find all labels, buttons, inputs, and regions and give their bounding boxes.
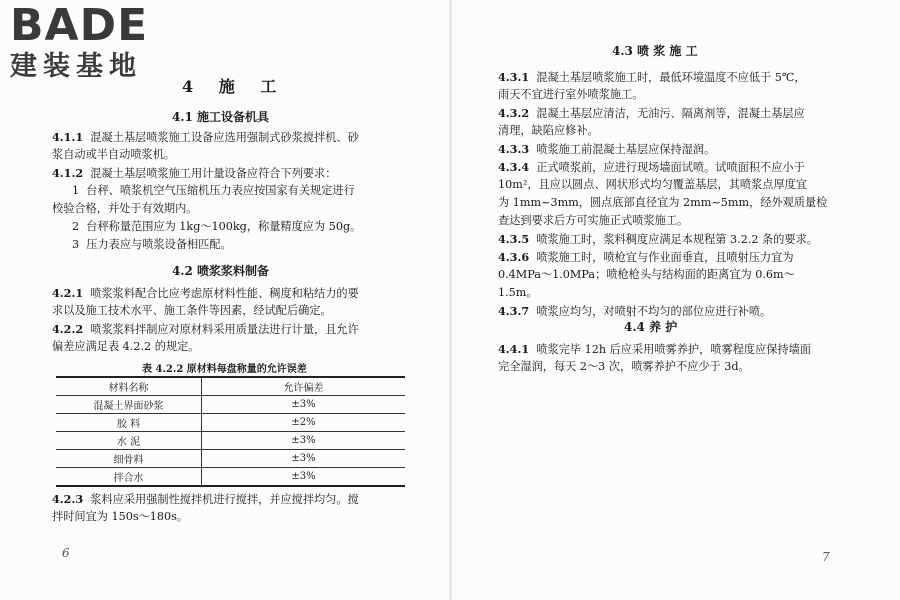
list-item-number: 2 [72, 220, 80, 233]
table-header-row [56, 377, 405, 396]
list-item-line: 校验合格，并处于有效期内。 [52, 202, 198, 215]
table-row [56, 450, 405, 468]
paragraph [498, 230, 818, 249]
section-heading: 4.1 施工设备机具 [172, 110, 270, 124]
table-cell: 水 泥 [56, 432, 202, 450]
clause-number: 4.2.1 [52, 286, 84, 300]
page-number: 7 [822, 550, 830, 564]
section-heading: 4.2 喷浆浆料制备 [172, 264, 270, 278]
paragraph-line: 偏差应满足表 4.2.2 的规定。 [52, 340, 200, 353]
clause-number: 4.3.3 [498, 142, 530, 156]
paragraph-line: 1.5m。 [498, 286, 538, 299]
paragraph-line: 10m²，且应以圆点、网状形式均匀覆盖基层，其喷浆点厚度宜 [498, 178, 808, 191]
clause-text: 喷浆应均匀，对喷射不均匀的部位应进行补喷。 [536, 305, 772, 318]
paragraph-line: 雨天不宜进行室外喷浆施工。 [498, 88, 644, 101]
clause-number: 4.3.6 [498, 250, 530, 264]
paragraph [52, 128, 359, 147]
table-cell: 胶 料 [56, 414, 202, 432]
list-item-text: 台秤称量范围应为 1kg～100kg，称量精度应为 50g。 [86, 220, 362, 233]
clause-text: 喷浆施工前混凝土基层应保持湿润。 [536, 143, 716, 156]
table-row [56, 432, 405, 450]
list-item [72, 236, 232, 254]
list-item-number: 3 [72, 238, 80, 251]
table-cell: 拌合水 [56, 468, 202, 487]
paragraph-line: 浆自动或半自动喷浆机。 [52, 148, 176, 161]
list-item-number: 1 [72, 184, 80, 197]
clause-text: 喷浆完毕 12h 后应采用喷雾养护，喷雾程度应保持墙面 [536, 343, 811, 356]
page-number: 6 [62, 546, 70, 560]
clause-text: 喷浆浆料配合比应考虑原材料性能、稠度和粘结力的要 [90, 287, 359, 300]
section-heading: 4.3 喷 浆 施 工 [612, 44, 698, 58]
paragraph [52, 164, 336, 183]
clause-number: 4.1.2 [52, 166, 84, 180]
table-cell: ±3% [202, 432, 406, 450]
table-cell: 混凝土界面砂浆 [56, 396, 202, 414]
clause-text: 浆料应采用强制性搅拌机进行搅拌，并应搅拌均匀。搅 [90, 493, 359, 506]
right-page [452, 0, 900, 600]
paragraph [498, 158, 805, 177]
column-header: 材料名称 [56, 377, 202, 396]
table-cell: ±3% [202, 468, 406, 487]
tolerance-table [56, 376, 405, 487]
clause-text: 混凝土基层喷浆施工用计量设备应符合下列要求： [90, 167, 337, 180]
column-header: 允许偏差 [202, 377, 406, 396]
list-item [72, 182, 355, 200]
clause-text: 混凝土基层喷浆施工时，最低环境温度不应低于 5℃， [536, 71, 806, 84]
paragraph [498, 104, 805, 123]
list-item-text: 台秤、喷浆机空气压缩机压力表应按国家有关规定进行 [86, 184, 355, 197]
clause-text: 喷浆施工时，浆料稠度应满足本规程第 3.2.2 条的要求。 [536, 233, 818, 246]
paragraph [498, 248, 794, 267]
paragraph [52, 284, 359, 303]
table-cell: 细骨料 [56, 450, 202, 468]
table-row [56, 414, 405, 432]
clause-text: 喷浆施工时，喷枪宜与作业面垂直，且喷射压力宜为 [536, 251, 794, 264]
paragraph [498, 140, 715, 159]
clause-number: 4.3.4 [498, 160, 530, 174]
clause-number: 4.3.2 [498, 106, 530, 120]
table-row [56, 468, 405, 487]
clause-number: 4.3.1 [498, 70, 530, 84]
table-caption: 表 4.2.2 原材料每盘称量的允许误差 [142, 364, 307, 375]
clause-number: 4.1.1 [52, 130, 84, 144]
paragraph-line: 0.4MPa～1.0MPa；喷枪枪头与结构面的距离宜为 0.6m～ [498, 268, 795, 281]
chapter-title: 4 施 工 [182, 77, 287, 96]
paragraph-line: 拌时间宜为 150s～180s。 [52, 510, 189, 523]
paragraph [498, 68, 806, 87]
clause-text: 喷浆浆料拌制应对原材料采用质量法进行计量，且允许 [90, 323, 359, 336]
clause-text: 正式喷浆前，应进行现场墙面试喷。试喷面积不应小于 [536, 161, 805, 174]
table-cell: ±3% [202, 396, 406, 414]
clause-number: 4.2.3 [52, 492, 84, 506]
list-item [72, 218, 361, 236]
clause-text: 混凝土基层应清洁，无油污、隔离剂等，混凝土基层应 [536, 107, 805, 120]
logo-text: BADE [10, 0, 149, 51]
table-cell: ±2% [202, 414, 406, 432]
clause-text: 混凝土基层喷浆施工设备应选用强制式砂浆搅拌机、砂 [90, 131, 359, 144]
clause-number: 4.2.2 [52, 322, 84, 336]
paragraph [498, 340, 811, 359]
clause-number: 4.3.5 [498, 232, 530, 246]
paragraph-line: 查达到要求后方可实施正式喷浆施工。 [498, 214, 689, 227]
logo-chinese-text: 建装基地 [10, 51, 142, 82]
table-cell: ±3% [202, 450, 406, 468]
clause-number: 4.3.7 [498, 304, 530, 318]
paragraph-line: 为 1mm~3mm，圆点底部直径宜为 2mm~5mm，经外观质量检 [498, 196, 828, 209]
table-row [56, 396, 405, 414]
clause-number: 4.4.1 [498, 342, 530, 356]
paragraph [52, 490, 359, 509]
list-item-text: 压力表应与喷浆设备相匹配。 [86, 238, 232, 251]
paragraph-line: 清理，缺陷应修补。 [498, 124, 599, 137]
paragraph-line: 求以及施工技术水平、施工条件等因素，经试配后确定。 [52, 304, 332, 317]
paragraph-line: 完全湿润，每天 2～3 次，喷雾养护不应少于 3d。 [498, 360, 750, 373]
paragraph [52, 320, 359, 339]
section-heading: 4.4 养 护 [624, 320, 678, 334]
